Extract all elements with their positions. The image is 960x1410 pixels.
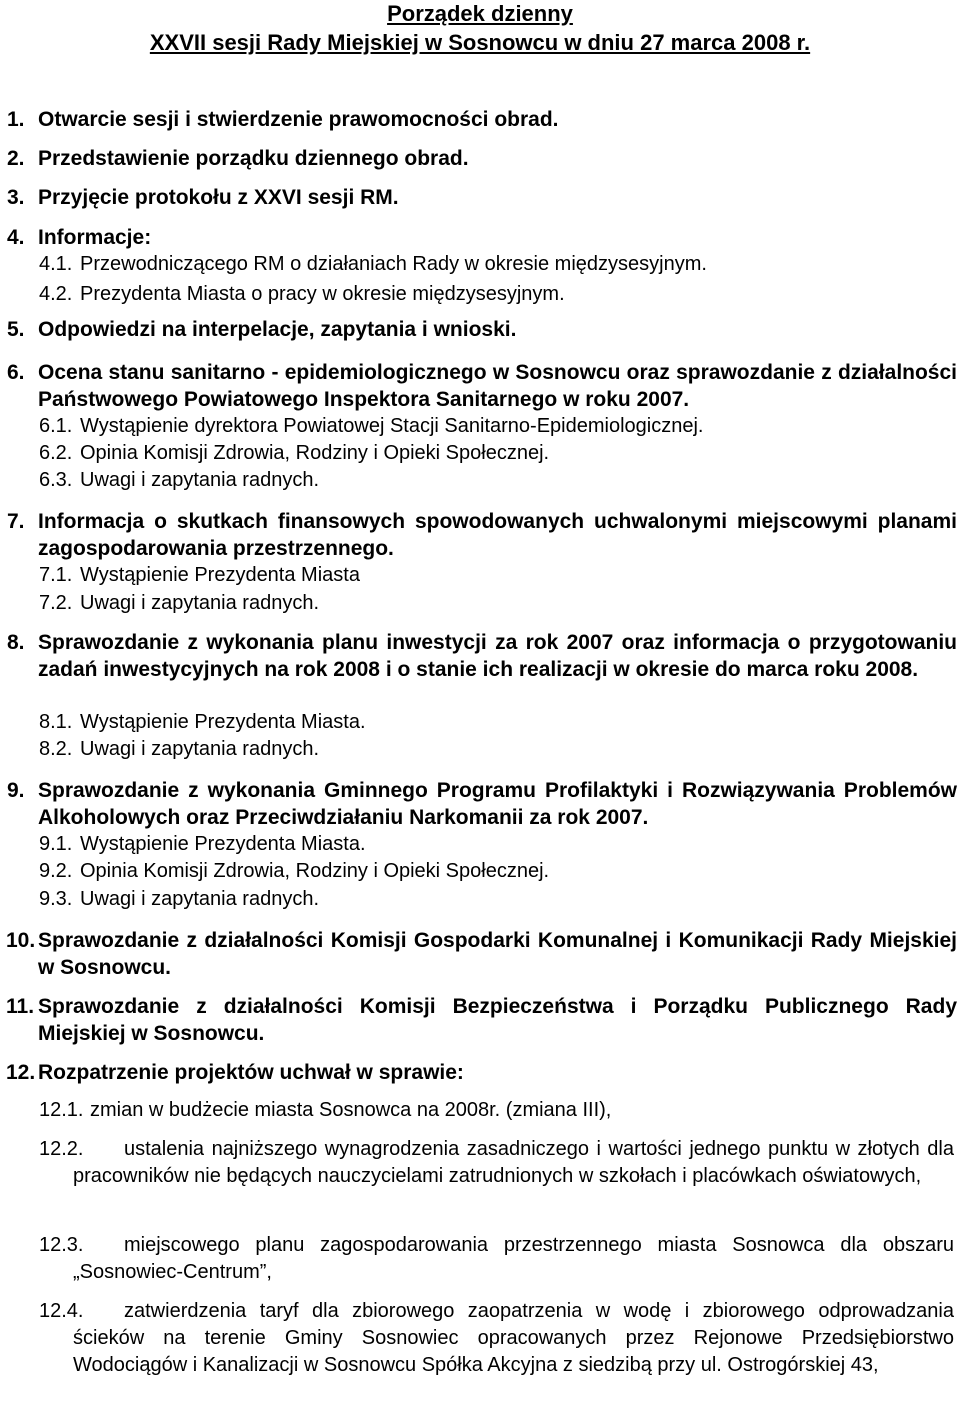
agenda-item-10 [7,927,957,981]
item-text: Sprawozdanie z wykonania Gminnego Programu Profilaktyki i Rozwiązywania Problemów Alkoholowych oraz Przeciwdziałaniu Narkomanii za rok 2007. [38,779,957,829]
sub-item-7-2 [39,590,954,617]
item-number: 4. [7,226,25,249]
sub-item-6-2 [39,440,954,467]
agenda-item-7 [7,508,957,562]
item-text: Sprawozdanie z działalności Komisji Gospodarki Komunalnej i Komunikacji Rady Miejskiej w Sosnowcu. [38,929,957,979]
sub-item-number: 8.1. [39,711,73,733]
sub-item-number: 4.1. [39,253,73,275]
agenda-item-1 [7,106,957,133]
item-text: Informacja o skutkach finansowych spowodowanych uchwalonymi miejscowymi planami zagospodarowania przestrzennego. [38,510,957,560]
sub-item-number: 7.2. [39,592,73,614]
item-number: 12. [6,1061,36,1084]
sub-item-number: 9.2. [39,860,73,882]
sub-item-text: Wystąpienie Prezydenta Miasta. [80,711,366,733]
sub-item-text: Opinia Komisji Zdrowia, Rodziny i Opieki Społecznej. [80,860,550,882]
item-text: Przedstawienie porządku dziennego obrad. [38,147,469,170]
item-number: 8. [7,631,25,654]
sub-item-number: 6.1. [39,415,73,437]
sub-item-number: 12.3. [39,1234,84,1256]
agenda-item-4 [7,224,957,251]
sub-item-12-1 [39,1097,954,1124]
sub-item-9-3 [39,886,954,913]
sub-item-text: Wystąpienie dyrektora Powiatowej Stacji Sanitarno-Epidemiologicznej. [80,415,704,437]
item-text: Rozpatrzenie projektów uchwał w sprawie: [38,1061,464,1084]
item-number: 5. [7,318,25,341]
sub-item-9-2 [39,858,954,885]
sub-item-number: 6.2. [39,442,73,464]
sub-item-text: Uwagi i zapytania radnych. [80,738,320,760]
sub-item-text: ustalenia najniższego wynagrodzenia zasadniczego i wartości jednego punktu w złotych dla pracowników nie będących nauczycielami zatrudnionych w szkołach i placówkach oświatowych, [73,1138,954,1187]
item-number: 2. [7,147,25,170]
sub-item-text: zatwierdzenia taryf dla zbiorowego zaopatrzenia w wodę i zbiorowego odprowadzania ścieków na terenie Gminy Sosnowiec opracowanych przez Rejonowe Przedsiębiorstwo Wodociągów i Kanalizacji w Sosnowcu Spółka Akcyjna z siedzibą przy ul. Ostrogórskiej 43, [73,1300,954,1376]
sub-item-number: 12.2. [39,1138,84,1160]
item-number: 11. [6,995,35,1018]
sub-item-12-3 [39,1232,954,1286]
sub-item-4-1 [39,251,954,278]
sub-item-9-1 [39,831,954,858]
item-text: Otwarcie sesji i stwierdzenie prawomocności obrad. [38,108,559,131]
sub-item-text: Uwagi i zapytania radnych. [80,469,320,491]
item-text: Sprawozdanie z wykonania planu inwestycji za rok 2007 oraz informacja o przygotowaniu zadań inwestycyjnych na rok 2008 i o stanie ich realizacji w okresie do marca roku 2008. [38,631,957,681]
sub-item-text: Uwagi i zapytania radnych. [80,888,320,910]
item-text: Ocena stanu sanitarno - epidemiologicznego w Sosnowcu oraz sprawozdanie z działalności Państwowego Powiatowego Inspektora Sanitarnego w roku 2007. [38,361,957,411]
sub-item-7-1 [39,562,954,589]
agenda-item-11 [7,993,957,1047]
sub-item-text: Prezydenta Miasta o pracy w okresie międzysesyjnym. [80,283,565,305]
agenda-item-9 [7,777,957,831]
item-text: Odpowiedzi na interpelacje, zapytania i wnioski. [38,318,517,341]
document-title: Porządek dzienny [387,1,573,26]
sub-item-number: 8.2. [39,738,73,760]
sub-item-text: miejscowego planu zagospodarowania przestrzennego miasta Sosnowca dla obszaru „Sosnowiec-Centrum”, [73,1234,954,1283]
item-number: 7. [7,510,25,533]
item-text: Sprawozdanie z działalności Komisji Bezpieczeństwa i Porządku Publicznego Rady Miejskiej w Sosnowcu. [38,995,957,1045]
sub-item-12-4 [39,1298,954,1379]
item-number: 3. [7,186,25,209]
sub-item-number: 12.1. [39,1099,84,1121]
item-number: 1. [7,108,25,131]
agenda-item-8 [7,629,957,683]
sub-item-text: Uwagi i zapytania radnych. [80,592,320,614]
agenda-item-2 [7,145,957,172]
item-number: 10. [6,929,36,952]
sub-item-number: 12.4. [39,1300,84,1322]
document-subtitle: XXVII sesji Rady Miejskiej w Sosnowcu w dniu 27 marca 2008 r. [149,30,811,55]
sub-item-8-1 [39,709,954,736]
item-text: Informacje: [38,226,152,249]
sub-item-text: Wystąpienie Prezydenta Miasta. [80,833,366,855]
agenda-item-3 [7,184,957,211]
sub-item-4-2 [39,281,954,308]
sub-item-number: 6.3. [39,469,73,491]
sub-item-number: 7.1. [39,564,73,586]
sub-item-6-3 [39,467,954,494]
item-text: Przyjęcie protokołu z XXVI sesji RM. [38,186,399,209]
agenda-item-12 [7,1059,957,1086]
sub-item-text: Przewodniczącego RM o działaniach Rady w okresie międzysesyjnym. [80,253,707,275]
item-number: 6. [7,361,25,384]
sub-item-6-1 [39,413,954,440]
agenda-item-6 [7,359,957,413]
item-number: 9. [7,779,25,802]
sub-item-8-2 [39,736,954,763]
sub-item-text: Opinia Komisji Zdrowia, Rodziny i Opieki Społecznej. [80,442,550,464]
sub-item-text: zmian w budżecie miasta Sosnowca na 2008r. (zmiana III), [90,1099,612,1121]
sub-item-12-2 [39,1136,954,1190]
agenda-item-5 [7,316,957,343]
sub-item-number: 4.2. [39,283,73,305]
sub-item-text: Wystąpienie Prezydenta Miasta [80,564,360,586]
sub-item-number: 9.1. [39,833,73,855]
sub-item-number: 9.3. [39,888,73,910]
